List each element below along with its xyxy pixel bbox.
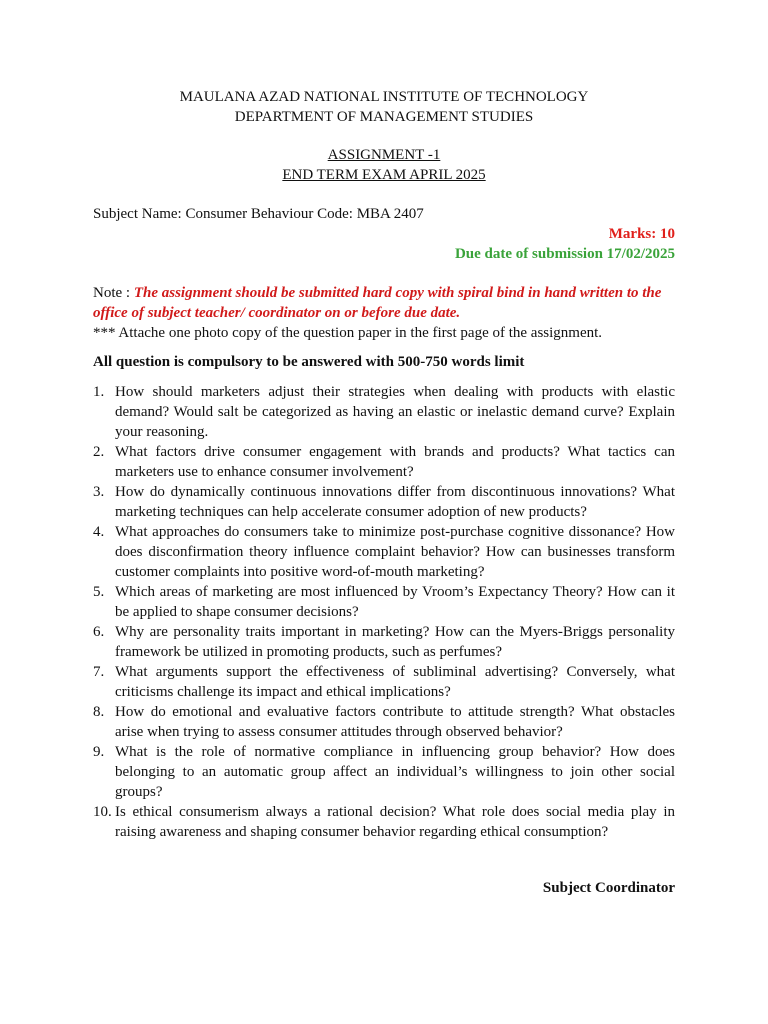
question-text: Is ethical consumerism always a rational decision? What role does social media play in raising awareness and shaping consumer behavior regarding ethical consumption? [115,804,675,840]
question-text: What approaches do consumers take to minimize post-purchase cognitive dissonance? How does disconfirmation theory influence complaint behavior? How can businesses transform customer complaints into positive word-of-mouth marketing? [115,524,675,580]
question-text: Why are personality traits important in marketing? How can the Myers-Briggs personality framework be utilized in promoting products, such as perfumes? [115,624,675,660]
attach-note: *** Attache one photo copy of the question paper in the first page of the assignment. [93,325,603,341]
question-number: 8. [93,704,105,720]
signature: Subject Coordinator [542,880,675,896]
question-item [93,582,675,622]
question-number: 5. [93,584,105,600]
question-text: What arguments support the effectiveness of subliminal advertising? Conversely, what criticisms challenge its impact and ethical implications? [115,664,675,700]
question-text: What is the role of normative compliance in influencing group behavior? How does belonging to an automatic group affect an individual’s willingness to join other social groups? [115,744,675,800]
assignment-title: ASSIGNMENT -1 [327,147,441,163]
document-page [93,87,675,898]
question-number: 2. [93,444,105,460]
marks: Marks: 10 [608,226,675,242]
note [93,283,675,323]
question-item [93,742,675,802]
question-number: 3. [93,484,105,500]
question-text: Which areas of marketing are most influenced by Vroom’s Expectancy Theory? How can it be applied to shape consumer decisions? [115,584,675,620]
instruction: All question is compulsory to be answered with 500-750 words limit [93,354,525,370]
question-item [93,802,675,842]
note-label: Note : [93,285,134,301]
question-item [93,622,675,662]
question-item [93,522,675,582]
question-number: 4. [93,524,105,540]
department-name: DEPARTMENT OF MANAGEMENT STUDIES [234,109,534,125]
question-list [93,382,675,842]
question-number: 1. [93,384,105,400]
question-text: How do emotional and evaluative factors contribute to attitude strength? What obstacles arise when trying to assess consumer attitudes through observed behavior? [115,704,675,740]
question-item [93,442,675,482]
note-text: The assignment should be submitted hard copy with spiral bind in hand written to the office of subject teacher/ coordinator on or before due date. [93,285,662,321]
question-item [93,662,675,702]
question-number: 10. [93,804,112,820]
institute-name: MAULANA AZAD NATIONAL INSTITUTE OF TECHNOLOGY [179,89,589,105]
question-number: 6. [93,624,105,640]
question-number: 7. [93,664,105,680]
exam-title: END TERM EXAM APRIL 2025 [282,167,486,183]
subject-line: Subject Name: Consumer Behaviour Code: MBA 2407 [93,206,424,222]
question-item [93,382,675,442]
question-item [93,702,675,742]
question-text: What factors drive consumer engagement with brands and products? What tactics can marketers use to enhance consumer involvement? [115,444,675,480]
question-text: How should marketers adjust their strategies when dealing with products with elastic demand? Would salt be categorized as having an elastic or inelastic demand curve? Explain your reasoning. [115,384,675,440]
question-item [93,482,675,522]
question-text: How do dynamically continuous innovations differ from discontinuous innovations? What marketing techniques can help accelerate consumer adoption of new products? [115,484,675,520]
due-date: Due date of submission 17/02/2025 [454,246,675,262]
question-number: 9. [93,744,105,760]
